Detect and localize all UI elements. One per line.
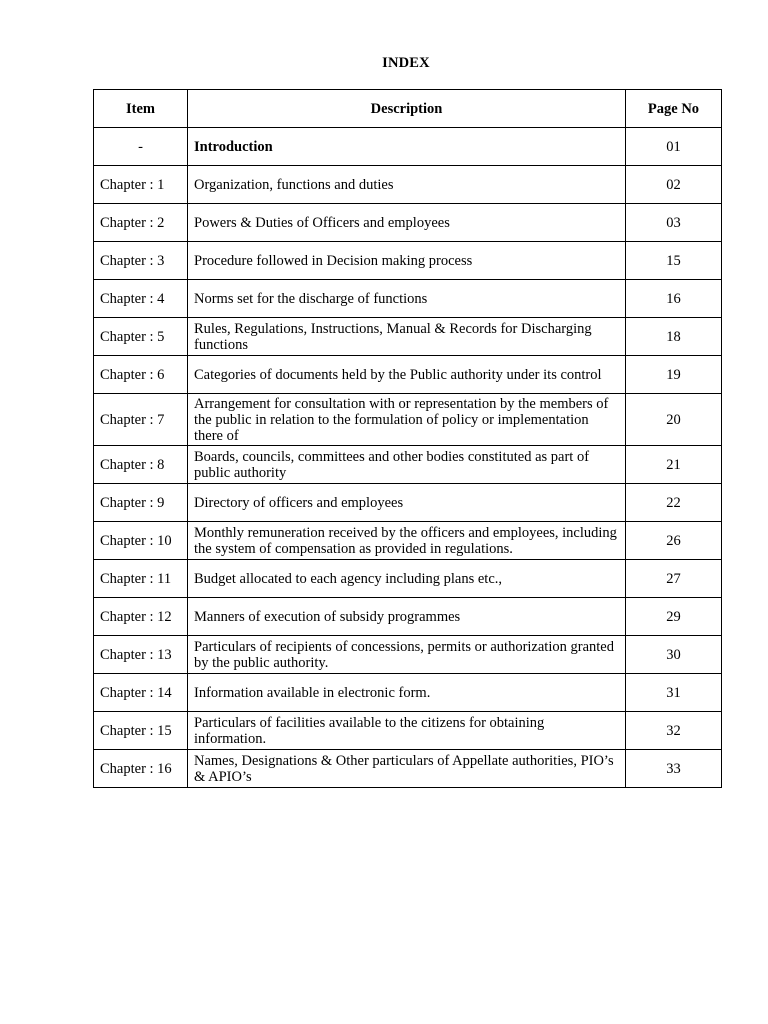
row-item: Chapter : 4 (94, 280, 188, 318)
header-item: Item (94, 90, 188, 128)
row-page-no: 19 (626, 356, 722, 394)
row-description: Names, Designations & Other particulars of Appellate authorities, PIO’s & APIO’s (188, 750, 626, 788)
row-description: Organization, functions and duties (188, 166, 626, 204)
row-page-no: 29 (626, 598, 722, 636)
row-description: Budget allocated to each agency including plans etc., (188, 560, 626, 598)
table-row (94, 128, 722, 166)
row-description: Procedure followed in Decision making process (188, 242, 626, 280)
row-item: Chapter : 11 (94, 560, 188, 598)
table-row (94, 636, 722, 674)
row-item: Chapter : 6 (94, 356, 188, 394)
index-table (93, 89, 722, 788)
row-item: Chapter : 14 (94, 674, 188, 712)
table-row (94, 484, 722, 522)
row-page-no: 01 (626, 128, 722, 166)
table-row (94, 280, 722, 318)
row-description: Particulars of recipients of concessions, permits or authorization granted by the public authority. (188, 636, 626, 674)
row-description: Norms set for the discharge of functions (188, 280, 626, 318)
row-item: Chapter : 2 (94, 204, 188, 242)
row-item: Chapter : 5 (94, 318, 188, 356)
table-row (94, 598, 722, 636)
row-description: Categories of documents held by the Public authority under its control (188, 356, 626, 394)
table-row (94, 242, 722, 280)
row-description: Introduction (188, 128, 626, 166)
table-row (94, 446, 722, 484)
row-description: Boards, councils, committees and other bodies constituted as part of public authority (188, 446, 626, 484)
header-description: Description (188, 90, 626, 128)
row-page-no: 18 (626, 318, 722, 356)
row-item: Chapter : 16 (94, 750, 188, 788)
row-item: Chapter : 7 (94, 394, 188, 446)
row-item: Chapter : 12 (94, 598, 188, 636)
row-item: Chapter : 3 (94, 242, 188, 280)
table-row (94, 166, 722, 204)
row-page-no: 20 (626, 394, 722, 446)
row-page-no: 21 (626, 446, 722, 484)
row-page-no: 32 (626, 712, 722, 750)
row-page-no: 02 (626, 166, 722, 204)
row-page-no: 03 (626, 204, 722, 242)
row-description: Directory of officers and employees (188, 484, 626, 522)
table-row (94, 674, 722, 712)
row-item: - (94, 128, 188, 166)
row-item: Chapter : 13 (94, 636, 188, 674)
row-page-no: 26 (626, 522, 722, 560)
row-description: Arrangement for consultation with or representation by the members of the public in relation to the formulation of policy or implementation there of (188, 394, 626, 446)
row-page-no: 16 (626, 280, 722, 318)
table-row (94, 318, 722, 356)
row-description: Information available in electronic form. (188, 674, 626, 712)
table-row (94, 522, 722, 560)
table-row (94, 560, 722, 598)
row-page-no: 15 (626, 242, 722, 280)
row-item: Chapter : 1 (94, 166, 188, 204)
table-row (94, 356, 722, 394)
row-item: Chapter : 9 (94, 484, 188, 522)
row-description: Particulars of facilities available to the citizens for obtaining information. (188, 712, 626, 750)
row-description: Rules, Regulations, Instructions, Manual & Records for Discharging functions (188, 318, 626, 356)
page-title: INDEX (382, 55, 430, 71)
row-description: Powers & Duties of Officers and employees (188, 204, 626, 242)
row-page-no: 30 (626, 636, 722, 674)
header-page-no: Page No (626, 90, 722, 128)
row-item: Chapter : 8 (94, 446, 188, 484)
row-page-no: 31 (626, 674, 722, 712)
row-description: Manners of execution of subsidy programmes (188, 598, 626, 636)
row-page-no: 27 (626, 560, 722, 598)
row-page-no: 33 (626, 750, 722, 788)
table-row (94, 712, 722, 750)
table-header-row (94, 90, 722, 128)
row-description: Monthly remuneration received by the officers and employees, including the system of compensation as provided in regulations. (188, 522, 626, 560)
row-page-no: 22 (626, 484, 722, 522)
table-row (94, 750, 722, 788)
table-row (94, 204, 722, 242)
row-item: Chapter : 10 (94, 522, 188, 560)
row-item: Chapter : 15 (94, 712, 188, 750)
table-row (94, 394, 722, 446)
